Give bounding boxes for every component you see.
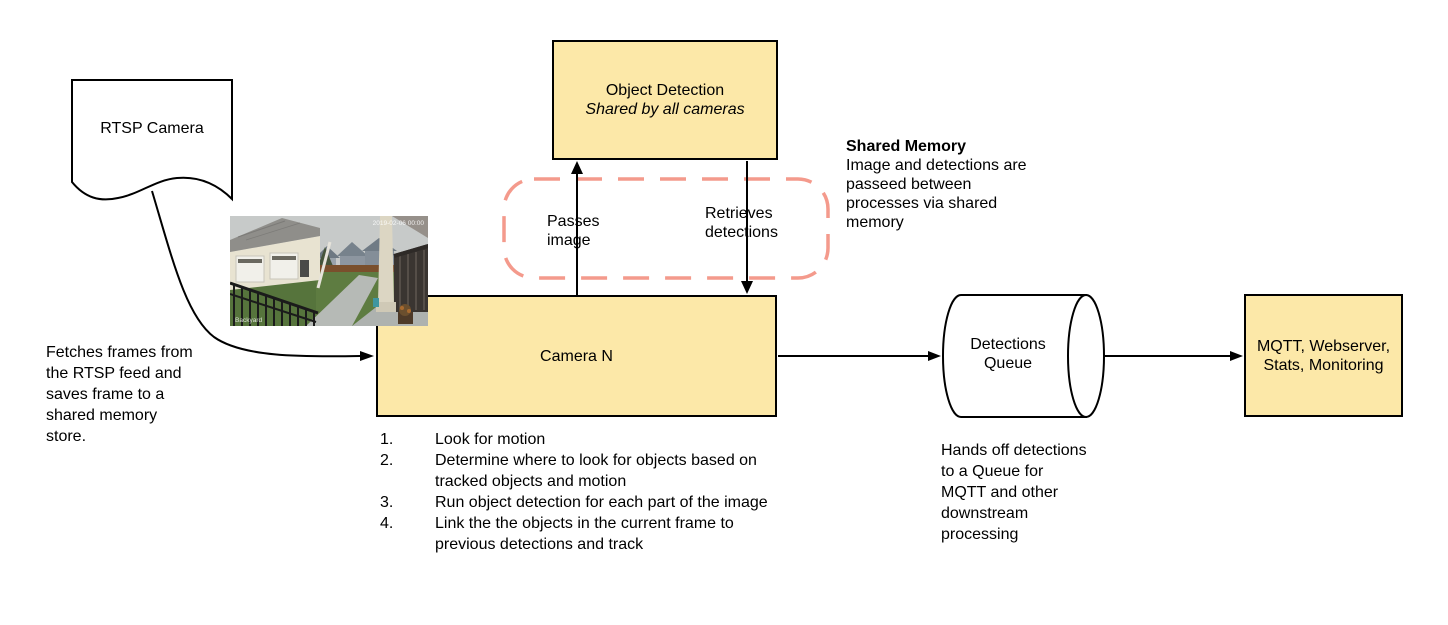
mqtt-node-label: MQTT, Webserver, Stats, Monitoring [1256,337,1391,374]
shared-memory-note-title: Shared Memory [846,138,967,155]
shared-memory-note [846,137,1061,232]
note-line: shared memory [46,407,158,424]
snapshot-camera-name: Backyard [235,317,263,324]
camera-step-text: Run object detection for each part of the image [435,494,768,511]
note-line: the RTSP feed and [46,365,182,382]
camera-step [380,513,790,555]
retrieves-detections-arrowhead [741,281,753,294]
object-detection-subtitle: Shared by all cameras [585,101,745,118]
note-line: to a Queue for [941,463,1044,480]
queue-to-mqtt-arrowhead [1230,351,1243,361]
note-line: processing [941,526,1019,543]
object-detection-node [552,40,778,160]
note-line: saves frame to a [46,386,165,403]
note-line: MQTT and other [941,484,1059,501]
retrieves-detections-label: Retrieves detections [705,205,778,241]
camera-snapshot-photo [230,216,428,326]
camera-node [376,295,777,417]
note-line: downstream [941,505,1029,522]
rtsp-camera-label: RTSP Camera [100,120,204,137]
camera-steps-list [380,429,790,555]
passes-image-arrowhead [571,161,583,174]
note-line: store. [46,428,87,445]
note-line: memory [846,214,904,231]
fetch-frames-note [46,342,226,447]
note-line: processes via shared [846,195,998,212]
camera-step [380,492,790,513]
camera-step-text: Determine where to look for objects based on tracked objects and motion [435,452,757,490]
fetch-frames-arrowhead [360,351,374,361]
note-line: Fetches frames from [46,344,193,361]
passes-image-label: Passes image [547,213,600,249]
camera-step [380,429,790,450]
camera-node-label: Camera N [540,347,613,365]
note-line: passeed between [846,176,972,193]
mqtt-node [1244,294,1403,417]
camera-to-queue-arrowhead [928,351,941,361]
queue-handoff-note [941,440,1121,545]
camera-step [380,450,790,492]
note-line: Image and detections are [846,157,1027,174]
object-detection-title: Object Detection [605,82,725,99]
snapshot-timestamp: 2019-02-06 00:00 [372,220,424,227]
camera-step-text: Look for motion [435,431,546,448]
rtsp-camera-document-shape [72,80,232,199]
detections-queue-label: Detections Queue [970,336,1046,372]
note-line: Hands off detections [941,442,1087,459]
camera-step-text: Link the the objects in the current frame to previous detections and track [435,515,734,553]
